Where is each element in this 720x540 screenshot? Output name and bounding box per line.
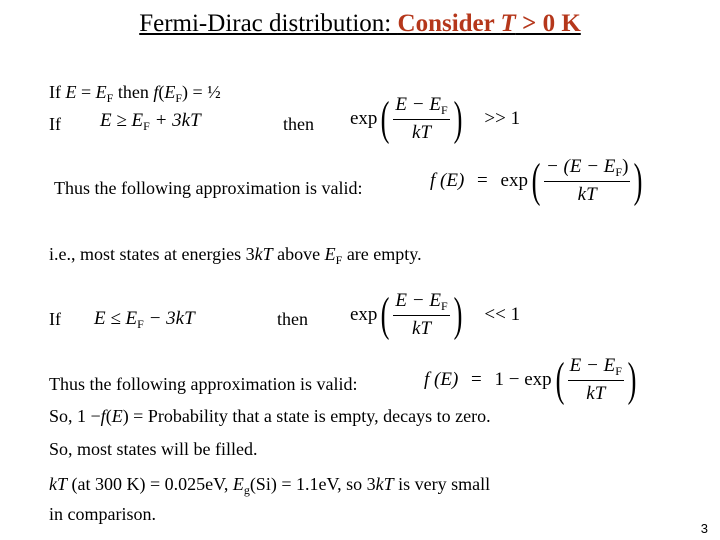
block2-then: then: [277, 309, 308, 329]
approx1-text: Thus the following approximation is valid:: [54, 178, 363, 198]
kt-comparison-statement: kT (at 300 K) = 0.025eV, $E_g(Si) = 1.1eV$, so 3kT is very small in comparison.: [49, 474, 491, 524]
block2-condition: $E \le E_F - 3kT$: [94, 308, 195, 331]
approx2-fraction: $\frac{E - E_F}{kT}$: [569, 355, 622, 404]
title-accent: Consider T > 0 K: [397, 10, 581, 37]
approx1-equation: f (E) = exp( $\frac{- (E - E_F)}{kT}$ ): [430, 154, 643, 207]
approx2-text: Thus the following approximation is valid:: [49, 374, 358, 394]
block1-condition: $E \ge E_F + 3kT$: [100, 110, 201, 133]
title-prefix: Fermi-Dirac distribution:: [139, 10, 398, 37]
fermi-level-statement: If $E = E_F$ then $f(E_F)$ = ½: [49, 82, 221, 105]
empty-states-statement: i.e., most states at energies 3kT above $E_F$ are empty.: [49, 244, 422, 267]
empty-probability-statement: So, 1 −f(E) = Probability that a state is empty, decays to zero.: [49, 406, 491, 426]
block1-if: If: [49, 114, 61, 134]
approx2-equation: f (E) = 1 − exp( $\frac{E - E_F}{kT}$ ): [424, 353, 637, 406]
approx1-fraction: $\frac{- (E - E_F)}{kT}$: [545, 156, 629, 205]
filled-states-statement: So, most states will be filled.: [49, 439, 258, 459]
page-number: 3: [700, 521, 708, 536]
block1-expression: exp( $\frac{E - E_F}{kT}$ ) >> 1: [350, 92, 521, 145]
block1-fraction: $\frac{E - E_F}{kT}$: [395, 94, 448, 143]
page-title: [0, 10, 720, 38]
block1-then: then: [283, 114, 314, 134]
block2-expression: exp( $\frac{E - E_F}{kT}$ ) << 1: [350, 288, 521, 341]
block2-if: If: [49, 309, 61, 329]
block2-fraction: $\frac{E - E_F}{kT}$: [395, 290, 448, 339]
